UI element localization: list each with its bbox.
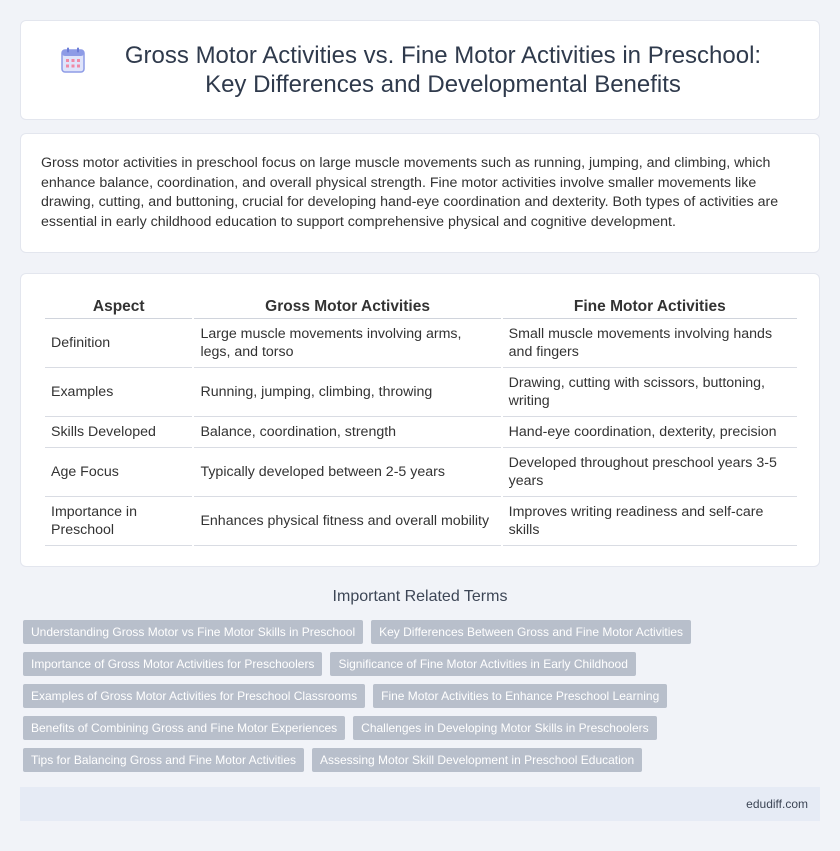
title-card	[20, 20, 820, 120]
intro-paragraph: Gross motor activities in preschool focus on large muscle movements such as running, jumping, and climbing, which enhance balance, coordination, and overall physical strength. Fine motor activities involve smaller movements like drawing, cutting, and buttoning, crucial for developing hand-eye coordination and dexterity. Both types of activities are essential in early childhood education to support comprehensive physical and cognitive development.	[41, 155, 779, 230]
table-row	[45, 448, 797, 497]
cell-gross: Running, jumping, climbing, throwing	[194, 368, 500, 417]
related-term-link[interactable]: Significance of Fine Motor Activities in Early Childhood	[330, 652, 635, 676]
header-gross-motor: Gross Motor Activities	[194, 294, 500, 319]
cell-aspect: Age Focus	[45, 448, 192, 497]
cell-gross: Balance, coordination, strength	[194, 417, 500, 448]
related-term-link[interactable]: Challenges in Developing Motor Skills in Preschoolers	[353, 716, 656, 740]
table-row	[45, 319, 797, 368]
cell-fine: Hand-eye coordination, dexterity, precision	[503, 417, 797, 448]
related-terms-heading: Important Related Terms	[332, 588, 508, 605]
related-terms-list	[23, 620, 823, 780]
table-row	[45, 417, 797, 448]
related-term-link[interactable]: Fine Motor Activities to Enhance Preschool Learning	[373, 684, 667, 708]
related-term-link[interactable]: Tips for Balancing Gross and Fine Motor Activities	[23, 748, 304, 772]
header-fine-motor: Fine Motor Activities	[503, 294, 797, 319]
table-header-row	[45, 294, 797, 319]
comparison-table	[43, 294, 799, 546]
cell-gross: Large muscle movements involving arms, legs, and torso	[194, 319, 500, 368]
related-term-link[interactable]: Understanding Gross Motor vs Fine Motor Skills in Preschool	[23, 620, 363, 644]
tag-row	[23, 716, 823, 740]
tag-row	[23, 620, 823, 644]
calendar-icon	[61, 47, 85, 73]
intro-card	[20, 133, 820, 253]
cell-fine: Small muscle movements involving hands and fingers	[503, 319, 797, 368]
footer	[20, 787, 820, 821]
related-term-link[interactable]: Key Differences Between Gross and Fine Motor Activities	[371, 620, 691, 644]
cell-fine: Drawing, cutting with scissors, buttoning, writing	[503, 368, 797, 417]
title-wrap	[61, 41, 779, 99]
cell-fine: Improves writing readiness and self-care skills	[503, 497, 797, 546]
table-row	[45, 368, 797, 417]
related-term-link[interactable]: Examples of Gross Motor Activities for Preschool Classrooms	[23, 684, 365, 708]
cell-aspect: Examples	[45, 368, 192, 417]
tag-row	[23, 748, 823, 772]
page-title: Gross Motor Activities vs. Fine Motor Activities in Preschool: Key Differences and Developmental Benefits	[124, 42, 762, 98]
cell-gross: Enhances physical fitness and overall mobility	[194, 497, 500, 546]
header-aspect: Aspect	[45, 294, 192, 319]
related-term-link[interactable]: Importance of Gross Motor Activities for Preschoolers	[23, 652, 322, 676]
table-row	[45, 497, 797, 546]
cell-aspect: Skills Developed	[45, 417, 192, 448]
cell-aspect: Importance in Preschool	[45, 497, 192, 546]
tag-row	[23, 684, 823, 708]
cell-aspect: Definition	[45, 319, 192, 368]
footer-site-link[interactable]: edudiff.com	[746, 797, 808, 811]
related-term-link[interactable]: Assessing Motor Skill Development in Preschool Education	[312, 748, 642, 772]
cell-gross: Typically developed between 2-5 years	[194, 448, 500, 497]
tag-row	[23, 652, 823, 676]
cell-fine: Developed throughout preschool years 3-5 years	[503, 448, 797, 497]
related-term-link[interactable]: Benefits of Combining Gross and Fine Motor Experiences	[23, 716, 345, 740]
comparison-card	[20, 273, 820, 567]
